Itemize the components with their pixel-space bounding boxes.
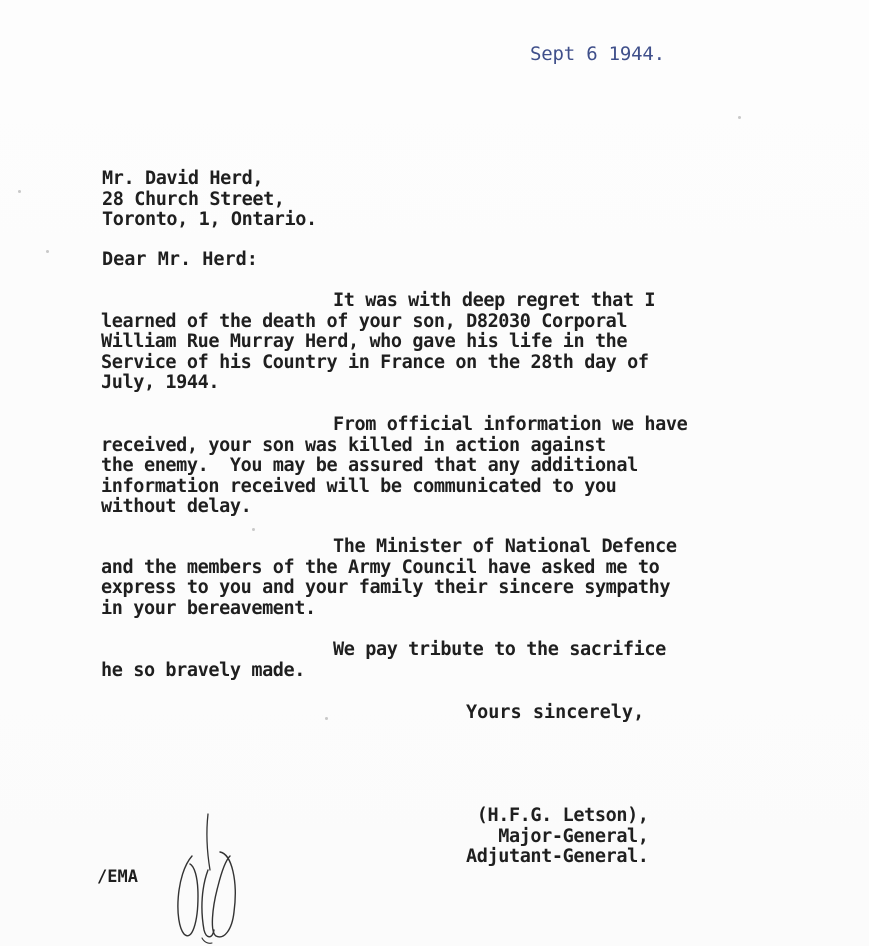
salutation: Dear Mr. Herd: (102, 249, 258, 270)
handwritten-initials-icon (168, 812, 248, 946)
paragraph-tribute (101, 640, 761, 681)
paragraph-line: The Minister of National Defence (333, 536, 677, 557)
paragraph-line: It was with deep regret that I (333, 290, 656, 311)
signature-line: Major-General, (498, 825, 649, 847)
paragraph-sympathy (101, 537, 761, 619)
paper-speck (252, 528, 255, 531)
paragraph-line: without delay. (101, 496, 252, 517)
signature-line: (H.F.G. Letson), (476, 805, 649, 826)
paragraph-condolence (101, 291, 761, 394)
paragraph-line: learned of the death of your son, D82030 Corporal (101, 310, 628, 332)
paragraph-line: Service of his Country in France on the 28th day of (101, 351, 649, 373)
paragraph-line: the enemy. You may be assured that any additional (101, 455, 638, 476)
address-line: Mr. David Herd, (102, 168, 264, 189)
typist-initials: /EMA (97, 867, 138, 887)
paragraph-line: he so bravely made. (101, 659, 306, 681)
paragraph-line: information received will be communicated to you (101, 475, 617, 497)
address-line: 28 Church Street, (102, 188, 285, 210)
paragraph-line: in your bereavement. (101, 597, 316, 619)
paragraph-official-information (101, 415, 761, 518)
signature-block (466, 806, 649, 868)
paragraph-line: From official information we have (333, 414, 688, 435)
paper-speck (46, 250, 49, 253)
paper-speck (325, 717, 328, 720)
paragraph-line: We pay tribute to the sacrifice (333, 639, 666, 660)
paragraph-line: and the members of the Army Council have asked me to (101, 556, 660, 578)
paper-speck (738, 116, 741, 119)
paragraph-line: William Rue Murray Herd, who gave his life in the (101, 331, 628, 352)
paper-speck (18, 190, 21, 193)
paragraph-line: express to you and your family their sincere sympathy (101, 577, 671, 598)
recipient-address (102, 169, 317, 231)
paragraph-line: July, 1944. (101, 372, 220, 393)
letter-date: Sept 6 1944. (530, 43, 665, 65)
signature-line: Adjutant-General. (466, 846, 649, 867)
paragraph-line: received, your son was killed in action against (101, 434, 606, 456)
address-line: Toronto, 1, Ontario. (102, 209, 317, 230)
closing: Yours sincerely, (466, 702, 645, 723)
